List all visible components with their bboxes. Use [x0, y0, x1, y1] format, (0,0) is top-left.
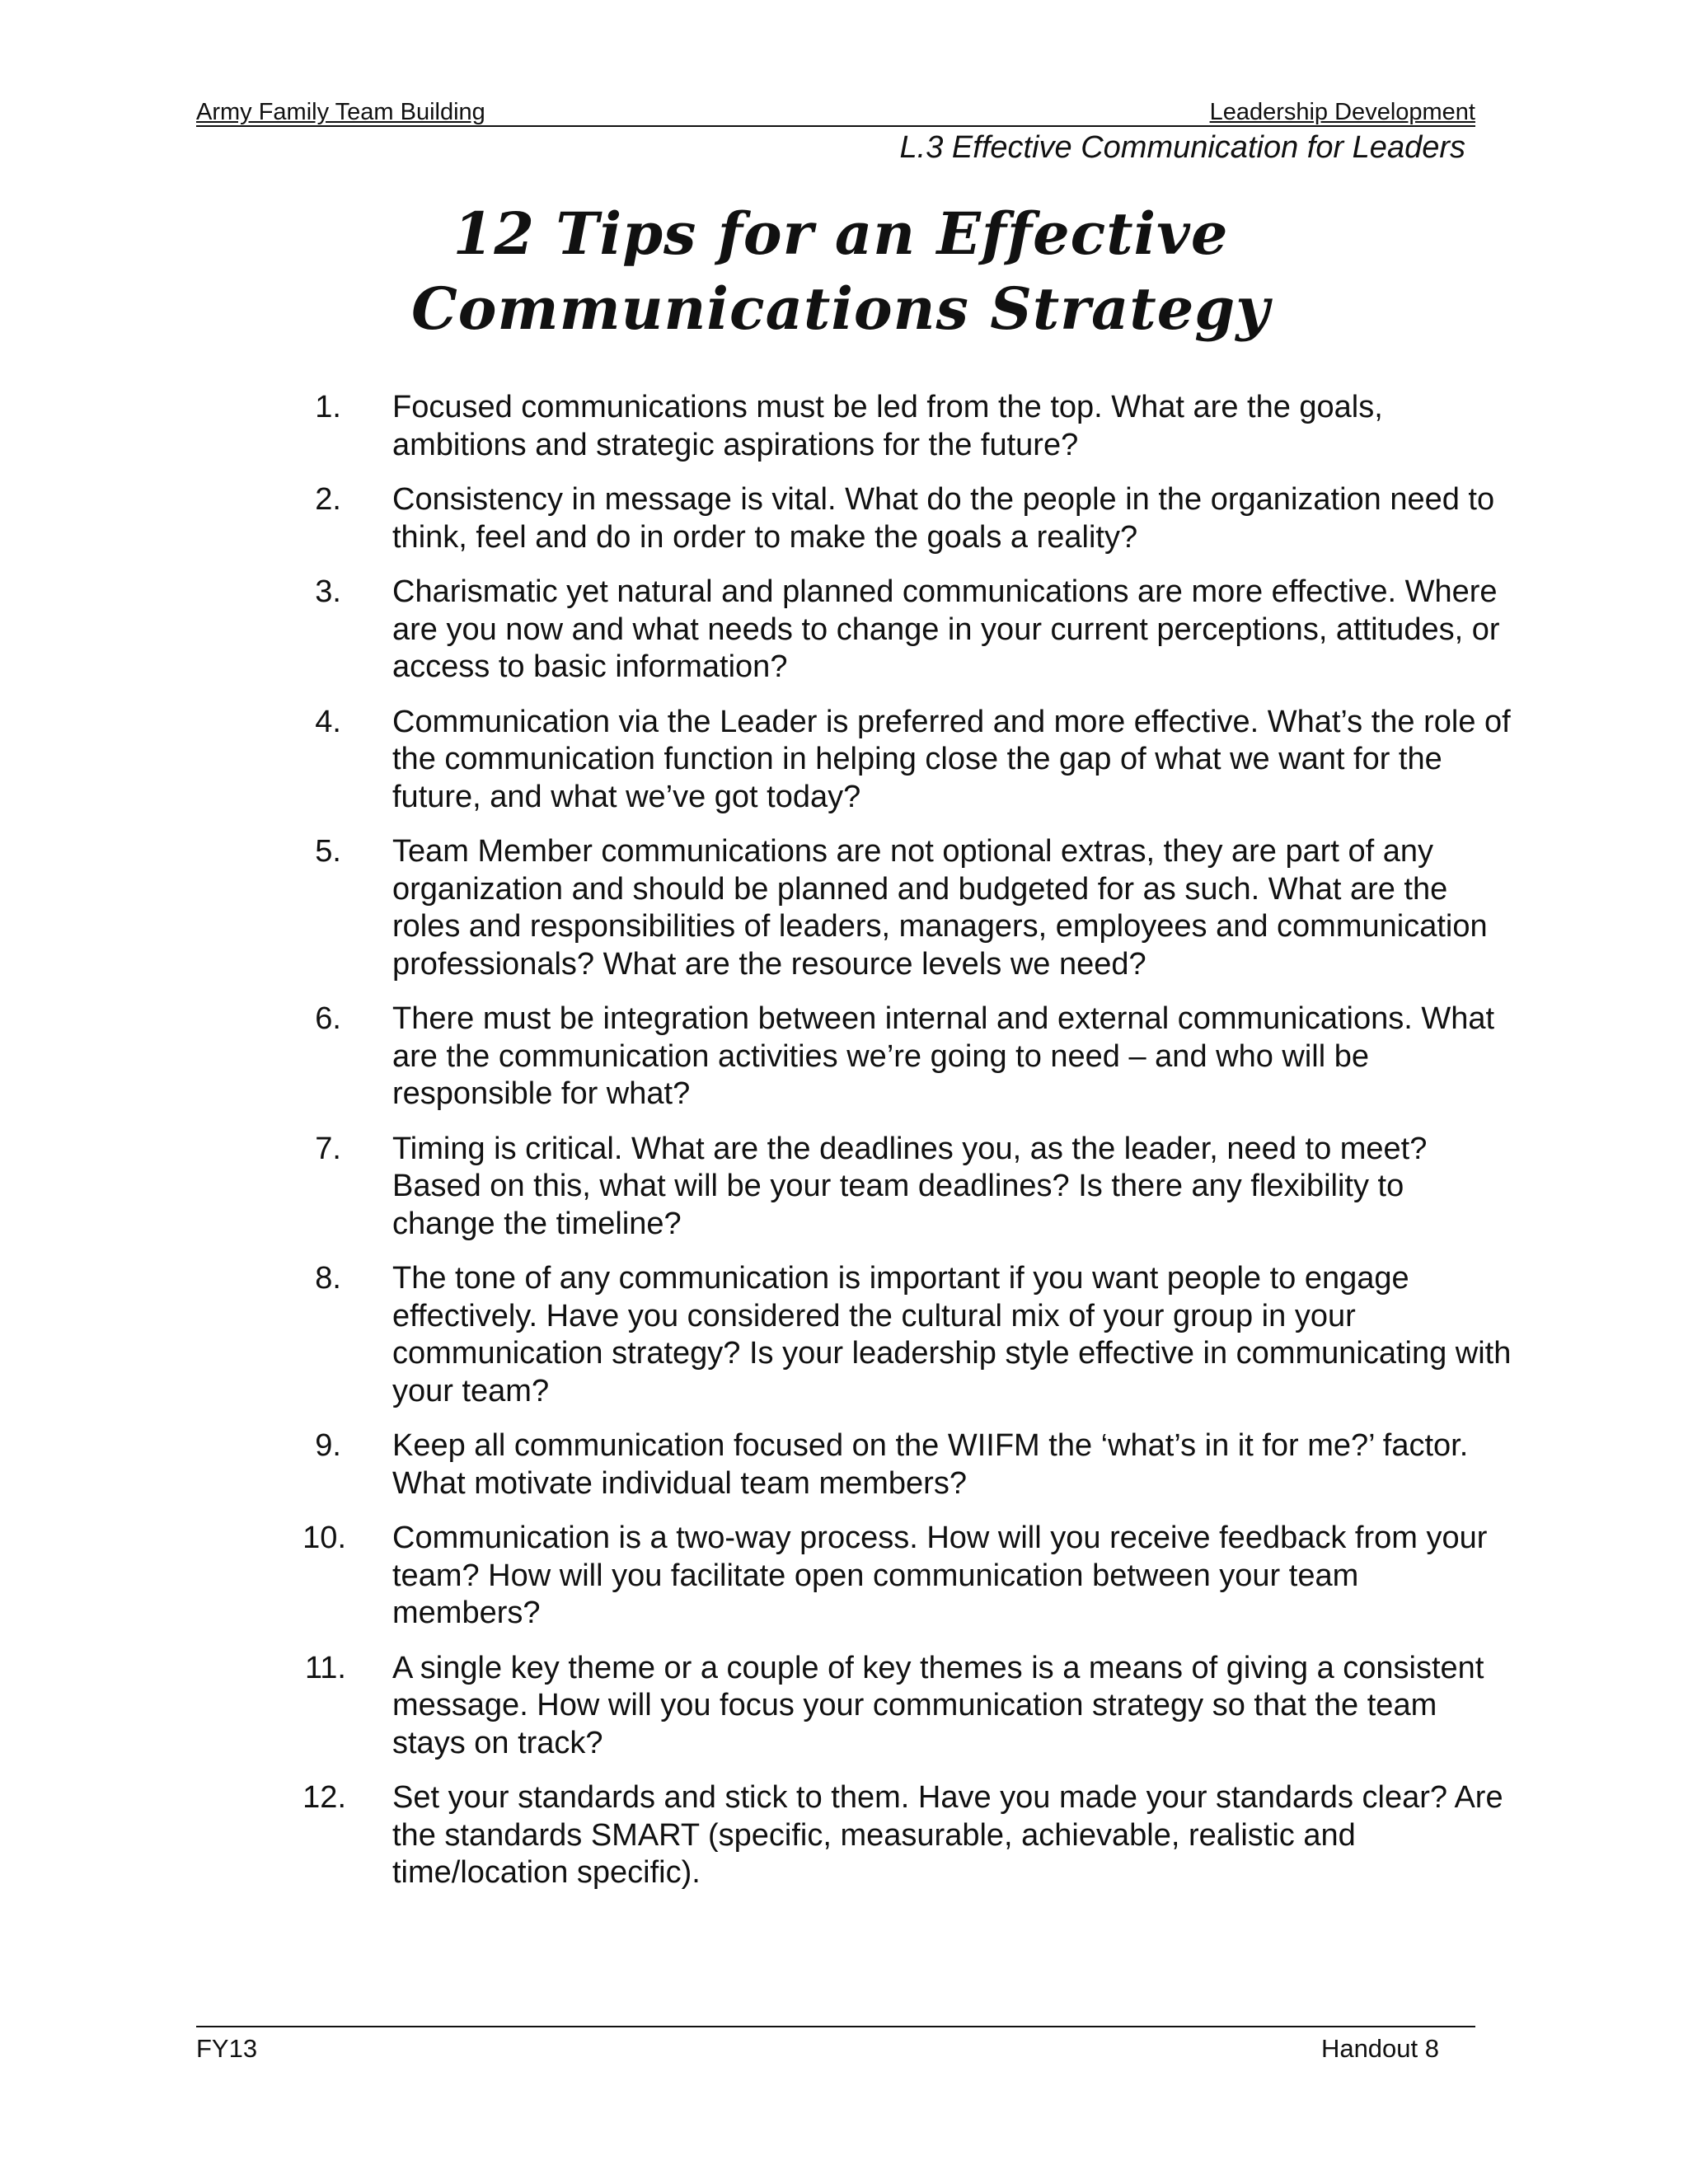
tip-item: [293, 1131, 1513, 1244]
footer-left: FY13: [196, 2034, 258, 2063]
header-right: Leadership Development: [1209, 99, 1475, 125]
tip-text: Team Member communications are not optional extras, they are part of any organization and should be planned and budgeted for as such. What are the roles and responsibilities of leaders, managers, employees and communication professionals? What are the resource levels we need?: [392, 834, 1488, 982]
tip-number: 1.: [315, 390, 341, 424]
tip-text: Consistency in message is vital. What do the people in the organization need to think, feel and do in order to make the goals a reality?: [392, 482, 1495, 555]
tip-item: [293, 1520, 1513, 1633]
tip-number: 10.: [302, 1521, 346, 1555]
tip-text: Timing is critical. What are the deadlines you, as the leader, need to meet? Based on this, what will be your team deadlines? Is there any flexibility to change the timeline?: [392, 1131, 1428, 1241]
tip-number: 8.: [315, 1261, 341, 1296]
tip-item: [293, 389, 1513, 464]
title-line-2: Communications Strategy: [411, 274, 1270, 343]
tip-item: [293, 704, 1513, 817]
tip-number: 5.: [315, 834, 341, 869]
tip-text: A single key theme or a couple of key themes is a means of giving a consistent message. How will you focus your communication strategy so that the team stays on track?: [392, 1650, 1484, 1760]
title-line-1: 12 Tips for an Effective: [452, 199, 1229, 268]
tip-number: 3.: [315, 574, 341, 609]
tip-item: [293, 833, 1513, 983]
tip-number: 4.: [315, 704, 341, 739]
header-left: Army Family Team Building: [196, 99, 485, 125]
tip-number: 9.: [315, 1428, 341, 1463]
page-title: [346, 196, 1335, 346]
footer-right: Handout 8: [1320, 2034, 1439, 2063]
tips-list: [293, 389, 1513, 1910]
footer-rule: [196, 2026, 1475, 2027]
tip-item: [293, 1260, 1513, 1410]
tip-number: 7.: [315, 1131, 341, 1166]
tip-text: Set your standards and stick to them. Have you made your standards clear? Are the standards SMART (specific, measurable, achievable, realistic and time/location specific).: [392, 1780, 1503, 1890]
tip-item: [293, 574, 1513, 687]
tip-text: Keep all communication focused on the WIIFM the ‘what’s in it for me?’ factor. What motivate individual team members?: [392, 1428, 1469, 1501]
header-subtitle: L.3 Effective Communication for Leaders: [899, 130, 1465, 165]
tip-item: [293, 1650, 1513, 1763]
tip-item: [293, 1779, 1513, 1892]
tip-text: Charismatic yet natural and planned communications are more effective. Where are you now and what needs to change in your current perceptions, attitudes, or access to basic information?: [392, 574, 1500, 684]
tip-item: [293, 1427, 1513, 1502]
tip-number: 6.: [315, 1001, 341, 1036]
tip-text: Communication via the Leader is preferred and more effective. What’s the role of the communication function in helping close the gap of what we want for the future, and what we’ve got today?: [392, 704, 1511, 814]
tip-number: 11.: [304, 1650, 346, 1685]
tip-text: Focused communications must be led from the top. What are the goals, ambitions and strategic aspirations for the future?: [392, 390, 1383, 462]
header-rule: [196, 125, 1475, 127]
tip-text: The tone of any communication is important if you want people to engage effectively. Have you considered the cultural mix of your group in your communication strategy? Is your leadership style effective in communicating with your team?: [392, 1261, 1512, 1408]
tip-item: [293, 481, 1513, 556]
tip-number: 12.: [302, 1780, 346, 1815]
tip-number: 2.: [315, 482, 341, 517]
tip-item: [293, 1001, 1513, 1113]
tip-text: Communication is a two-way process. How will you receive feedback from your team? How will you facilitate open communication between your team members?: [392, 1521, 1488, 1630]
tip-text: There must be integration between internal and external communications. What are the communication activities we’re going to need – and who will be responsible for what?: [392, 1001, 1495, 1111]
